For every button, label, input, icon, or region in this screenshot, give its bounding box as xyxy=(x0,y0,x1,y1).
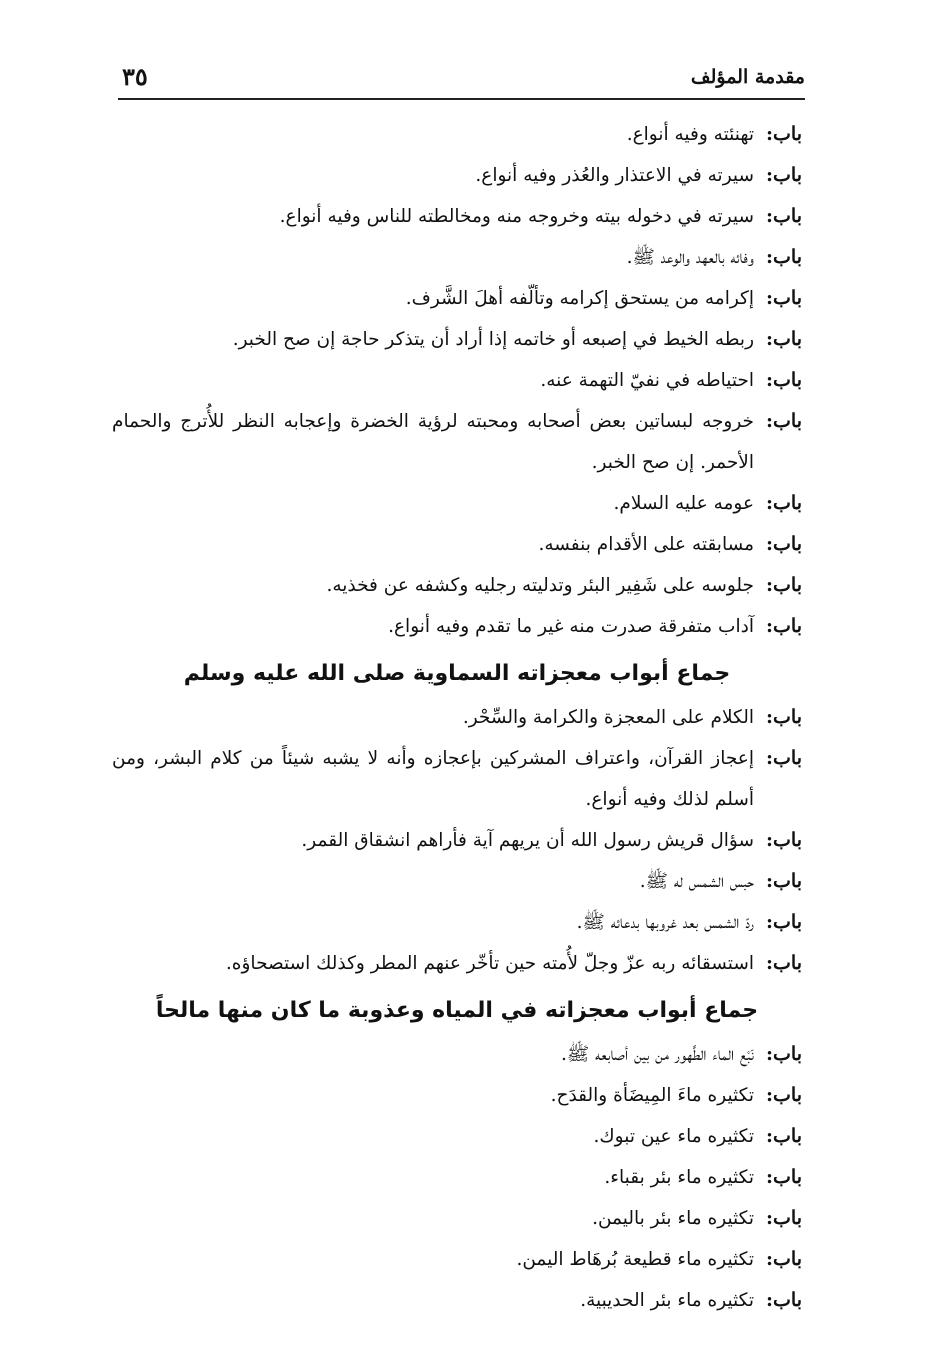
chapter-label: باب: xyxy=(766,829,802,851)
chapter-entry xyxy=(112,237,802,278)
chapter-entry xyxy=(112,820,802,861)
chapter-entry xyxy=(112,738,802,820)
chapter-label: باب: xyxy=(766,911,802,933)
page-header xyxy=(118,58,805,100)
chapter-label: باب: xyxy=(766,164,802,186)
chapter-entry xyxy=(112,606,802,647)
chapter-label: باب: xyxy=(766,533,802,555)
chapter-title: عومه عليه السلام. xyxy=(613,493,754,514)
chapter-label: باب: xyxy=(766,952,802,974)
chapter-label: باب: xyxy=(766,246,802,268)
section-heading-celestial-miracles: جماع أبواب معجزاته السماوية صلى الله عليه وسلم xyxy=(183,661,731,686)
chapter-entry xyxy=(112,565,802,606)
chapter-title: إكرامه من يستحق إكرامه وتألّفه أهلَ الشَّرف. xyxy=(405,288,754,309)
chapter-title: نَبْع الماء الطَّهور من بين أصابعه ﷺ. xyxy=(560,1044,754,1065)
chapter-title: الكلام على المعجزة والكرامة والسِّحْر. xyxy=(462,707,754,728)
chapter-entry xyxy=(112,278,802,319)
chapter-list-1 xyxy=(112,114,802,647)
chapter-entry xyxy=(112,1198,802,1239)
chapter-title: حبس الشمس له ﷺ. xyxy=(639,871,754,892)
chapter-entry xyxy=(112,524,802,565)
chapter-label: باب: xyxy=(766,1084,802,1106)
chapter-label: باب: xyxy=(766,615,802,637)
chapter-title: استسقائه ربه عزّ وجلّ لأُمته حين تأخّر عنهم المطر وكذلك استصحاؤه. xyxy=(225,953,754,974)
chapter-label: باب: xyxy=(766,369,802,391)
chapter-entry xyxy=(112,155,802,196)
chapter-entry xyxy=(112,697,802,738)
chapter-title: احتياطه في نفيّ التهمة عنه. xyxy=(540,370,754,391)
chapter-title: جلوسه على شَفِير البئر وتدليته رجليه وكشفه عن فخذيه. xyxy=(326,575,754,596)
chapter-label: باب: xyxy=(766,706,802,728)
chapter-title: سؤال قريش رسول الله أن يريهم آية فأراهم انشقاق القمر. xyxy=(301,830,754,851)
chapter-label: باب: xyxy=(766,123,802,145)
chapter-label: باب: xyxy=(766,1289,802,1311)
chapter-entry xyxy=(112,401,802,483)
chapter-entry xyxy=(112,360,802,401)
chapter-label: باب: xyxy=(766,1207,802,1229)
chapter-entry xyxy=(112,1239,802,1280)
chapter-entry xyxy=(112,1157,802,1198)
header-title: مقدمة المؤلف xyxy=(690,66,805,88)
chapter-title: مسابقته على الأقدام بنفسه. xyxy=(538,534,754,555)
page-number: ٣٥ xyxy=(122,62,148,91)
chapter-entry xyxy=(112,943,802,984)
chapter-title: سيرته في الاعتذار والعُذر وفيه أنواع. xyxy=(475,165,754,186)
chapter-title: تكثيره ماء بئر باليمن. xyxy=(592,1208,754,1229)
chapter-label: باب: xyxy=(766,1166,802,1188)
chapter-entry xyxy=(112,1116,802,1157)
chapter-label: باب: xyxy=(766,287,802,309)
chapter-label: باب: xyxy=(766,574,802,596)
chapter-title: تكثيره ماء بئر بقباء. xyxy=(604,1167,754,1188)
chapter-entry xyxy=(112,319,802,360)
chapter-title: تكثيره ماء عين تبوك. xyxy=(593,1126,754,1147)
chapter-title: سيرته في دخوله بيته وخروجه منه ومخالطته للناس وفيه أنواع. xyxy=(279,206,754,227)
chapter-title: إعجاز القرآن، واعتراف المشركين بإعجازه وأنه لا يشبه شيئاً من كلام البشر، ومن أسلم لذلك وفيه أنواع. xyxy=(112,748,754,810)
chapter-label: باب: xyxy=(766,410,802,432)
chapter-label: باب: xyxy=(766,1043,802,1065)
chapter-title: تكثيره ماءَ المِيضَأة والقدَح. xyxy=(550,1085,754,1106)
chapter-label: باب: xyxy=(766,870,802,892)
chapter-list-3 xyxy=(112,1034,802,1321)
chapter-entry xyxy=(112,1075,802,1116)
chapter-title: خروجه لبساتين بعض أصحابه ومحبته لرؤية الخضرة وإعجابه النظر للأُترج والحمام الأحمر. إن صح الخبر. xyxy=(112,411,754,473)
chapter-entry xyxy=(112,1280,802,1321)
chapter-title: تكثيره ماء قطيعة بُرهَاط اليمن. xyxy=(516,1249,754,1270)
chapter-label: باب: xyxy=(766,1125,802,1147)
chapter-entry xyxy=(112,902,802,943)
chapter-title: تكثيره ماء بئر الحديبية. xyxy=(580,1290,754,1311)
chapter-list-2 xyxy=(112,697,802,984)
chapter-title: وفائه بالعهد والوعد ﷺ. xyxy=(626,247,754,268)
chapter-title: ردّ الشمس بعد غروبها بدعائه ﷺ. xyxy=(576,912,754,933)
chapter-entry xyxy=(112,861,802,902)
chapter-entry xyxy=(112,114,802,155)
chapter-label: باب: xyxy=(766,205,802,227)
chapter-entry xyxy=(112,1034,802,1075)
chapter-title: آداب متفرقة صدرت منه غير ما تقدم وفيه أنواع. xyxy=(388,616,754,637)
chapter-label: باب: xyxy=(766,492,802,514)
chapter-title: تهنئته وفيه أنواع. xyxy=(626,124,754,145)
chapter-entry xyxy=(112,196,802,237)
chapter-label: باب: xyxy=(766,1248,802,1270)
chapter-title: ربطه الخيط في إصبعه أو خاتمه إذا أراد أن يتذكر حاجة إن صح الخبر. xyxy=(232,329,754,350)
chapter-label: باب: xyxy=(766,747,802,769)
chapter-label: باب: xyxy=(766,328,802,350)
chapter-entry xyxy=(112,483,802,524)
section-heading-water-miracles: جماع أبواب معجزاته في المياه وعذوبة ما كان منها مالحاً xyxy=(155,998,759,1023)
content xyxy=(112,114,802,1321)
